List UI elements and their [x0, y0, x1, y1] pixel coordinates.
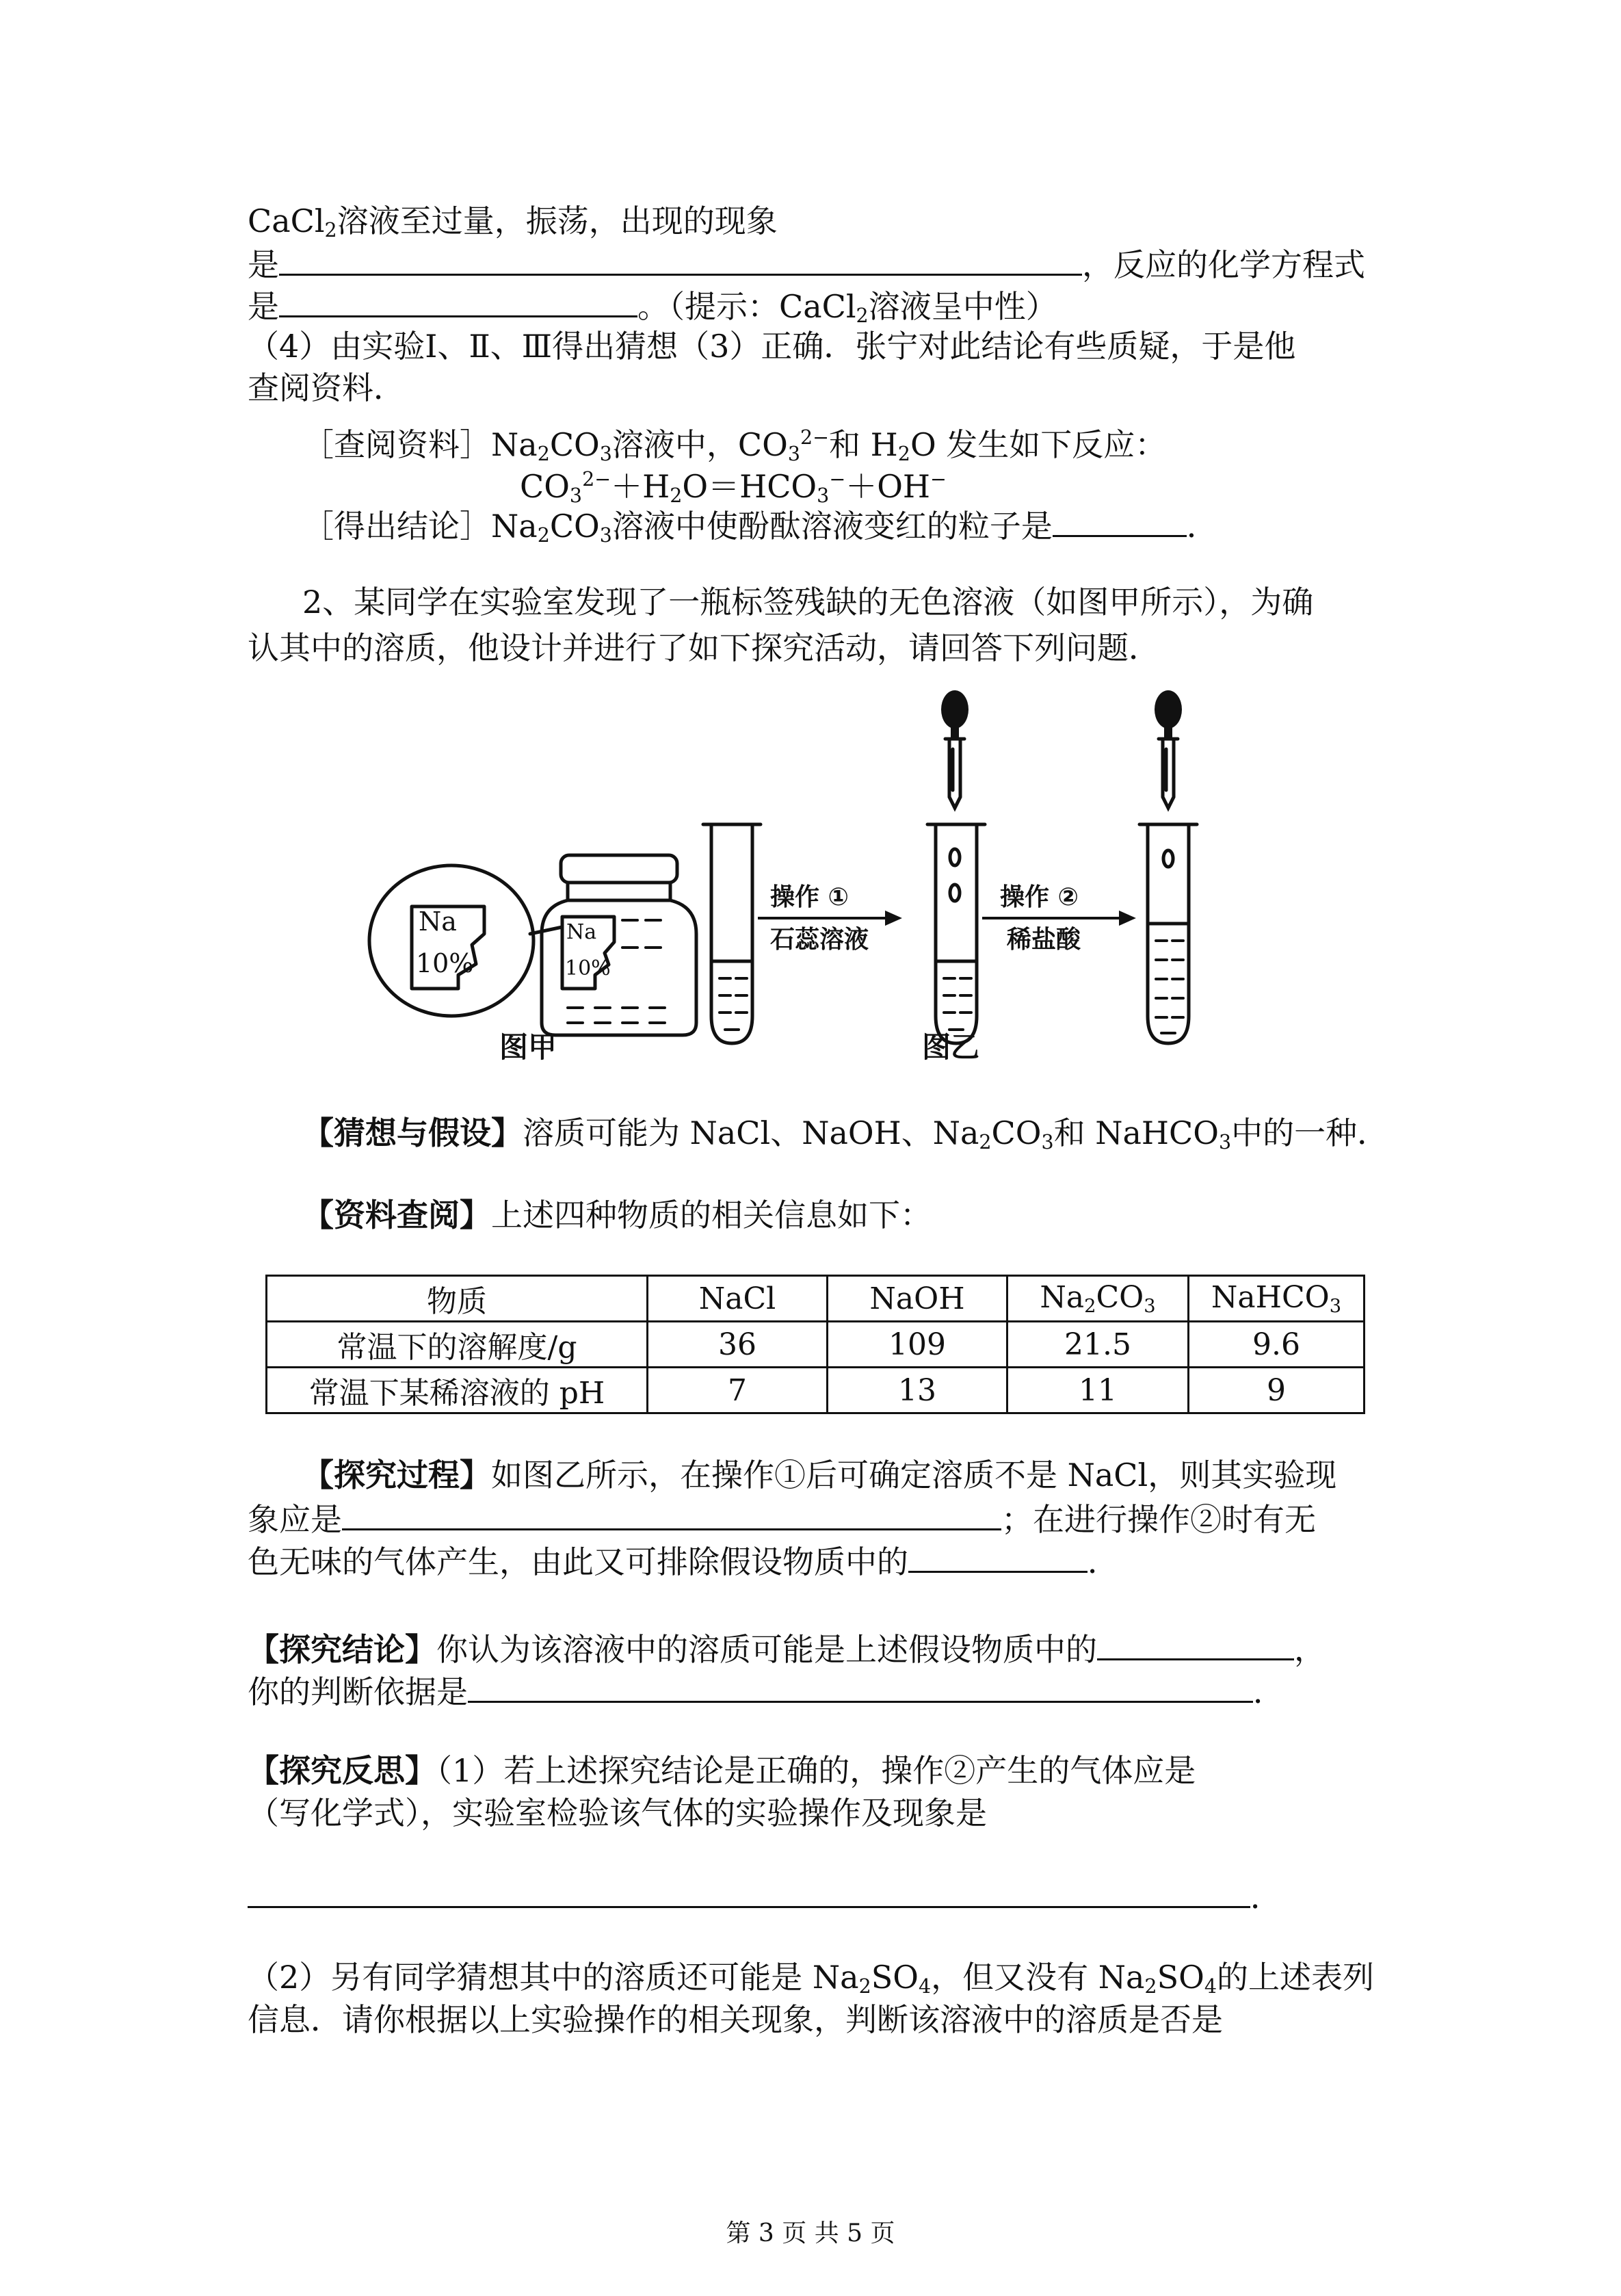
conclusion-line-1: 【探究结论】你认为该溶液中的溶质可能是上述假设物质中的 ， [248, 1628, 1326, 1669]
test-tube-3 [1148, 824, 1189, 1043]
label-na-small: Na [566, 920, 597, 944]
caption-jia: 图甲 [499, 1030, 557, 1064]
table-cell: 36 [648, 1322, 828, 1368]
q1-line-5: 查阅资料． [248, 369, 405, 406]
reflection-line-1: 【探究反思】（1）若上述探究结论是正确的，操作②产生的气体应是 [248, 1752, 1196, 1789]
reflection-line-4: （2）另有同学猜想其中的溶质还可能是 $Na_2SO_4$，但又没有 $Na_2SO_4$的上述表列 [248, 1959, 1374, 1998]
answer-blank[interactable] [1053, 505, 1187, 537]
table-header-row [267, 1276, 1365, 1322]
q1-line-3: 是 。（提示：CaCl$_2$溶液呈中性） [248, 285, 1057, 335]
answer-blank[interactable] [248, 1876, 1250, 1908]
label-pct-big: 10% [416, 948, 474, 978]
dropper-3 [1163, 739, 1174, 808]
table-cell: 7 [648, 1368, 828, 1413]
answer-blank[interactable] [279, 285, 637, 317]
label-magnifier-circle [369, 865, 533, 1016]
reaction-equation: $CO_3^{2-}+H_2O=HCO_3^-+OH^-$ [520, 468, 947, 508]
table-row [267, 1322, 1365, 1368]
q2-intro-1: 2、某同学在实验室发现了一瓶标签残缺的无色溶液（如图甲所示），为确 [302, 584, 1314, 621]
arrow-1 [886, 913, 899, 924]
properties-table [265, 1275, 1365, 1414]
op1-reagent: 石蕊溶液 [770, 926, 869, 954]
info-line: 【资料查阅】上述四种物质的相关信息如下： [302, 1197, 932, 1234]
table-cell: NaHCO$_3$ [1189, 1276, 1365, 1322]
reflection-line-5: 信息．请你根据以上实验操作的相关现象，判断该溶液中的溶质是否是 [248, 2001, 1223, 2038]
q1-line-4: （4）由实验Ⅰ、Ⅱ、Ⅲ得出猜想（3）正确．张宁对此结论有些质疑，于是他 [248, 328, 1296, 365]
test-tube-1 [711, 824, 752, 1043]
table-cell: 109 [828, 1322, 1007, 1368]
arrow-2 [1120, 913, 1133, 924]
process-line-3: 色无味的气体产生，由此又可排除假设物质中的 ． [248, 1541, 1119, 1581]
op1-label: 操作 ① [770, 883, 849, 911]
caption-yi: 图乙 [922, 1030, 980, 1064]
table-cell: $Na_2CO_3$ [1007, 1276, 1189, 1322]
experiment-figure [363, 688, 1224, 1071]
answer-blank[interactable] [279, 244, 1082, 276]
table-cell: 物质 [267, 1276, 648, 1322]
answer-blank[interactable] [1097, 1628, 1294, 1660]
reflection-line-3: ． [248, 1876, 1282, 1916]
table-cell: 常温下某稀溶液的 pH [267, 1368, 648, 1413]
q2-intro-2: 认其中的溶质，他设计并进行了如下探究活动，请回答下列问题． [248, 629, 1160, 666]
dropper-bulb-2 [941, 690, 968, 729]
q1-line-2: 是 ，反应的化学方程式 [248, 244, 1365, 284]
table-cell: 13 [828, 1368, 1007, 1413]
table-cell: 9 [1189, 1368, 1365, 1413]
table-cell: 9.6 [1189, 1322, 1365, 1368]
table-cell: 常温下的溶解度/g [267, 1322, 648, 1368]
reflection-line-2: （写化学式），实验室检验该气体的实验操作及现象是 [248, 1795, 987, 1831]
test-tube-2 [936, 824, 977, 1043]
answer-blank[interactable] [468, 1671, 1253, 1703]
op2-label: 操作 ② [1000, 883, 1079, 911]
page-footer: 第 3 页 共 5 页 [726, 2219, 895, 2247]
table-cell: NaCl [648, 1276, 828, 1322]
label-na-big: Na [419, 906, 457, 937]
table-row [267, 1368, 1365, 1413]
process-line-1: 【探究过程】如图乙所示，在操作①后可确定溶质不是 NaCl，则其实验现 [302, 1457, 1337, 1493]
answer-blank[interactable] [908, 1541, 1088, 1573]
dropper-bulb-3 [1155, 690, 1182, 729]
table-cell: 21.5 [1007, 1322, 1189, 1368]
bottle-cap [561, 855, 677, 883]
hypothesis-line: 【猜想与假设】溶质可能为 NaCl、NaOH、$Na_2CO_3$和 NaHCO$_3$中的一种． [302, 1114, 1389, 1154]
reference-line: ［查阅资料$]Na_2CO_3$溶液中，$CO_3^{2-}$和 $H_2O$ 发生如下反应： [302, 426, 1167, 466]
table-cell: 11 [1007, 1368, 1189, 1413]
dropper-2 [949, 739, 960, 808]
answer-blank[interactable] [342, 1498, 1001, 1530]
conclusion-line: ［得出结论$]Na_2CO_3$溶液中使酚酞溶液变红的粒子是 ． [302, 505, 1218, 555]
label-pct-small: 10% [565, 956, 611, 980]
process-line-2: 象应是 ；在进行操作②时有无 [248, 1498, 1316, 1539]
q1-line-1: CaCl$_2$溶液至过量，振荡，出现的现象 [248, 203, 778, 242]
op2-reagent: 稀盐酸 [1007, 926, 1081, 954]
table-cell: NaOH [828, 1276, 1007, 1322]
conclusion-line-2: 你的判断依据是 ． [248, 1671, 1284, 1711]
